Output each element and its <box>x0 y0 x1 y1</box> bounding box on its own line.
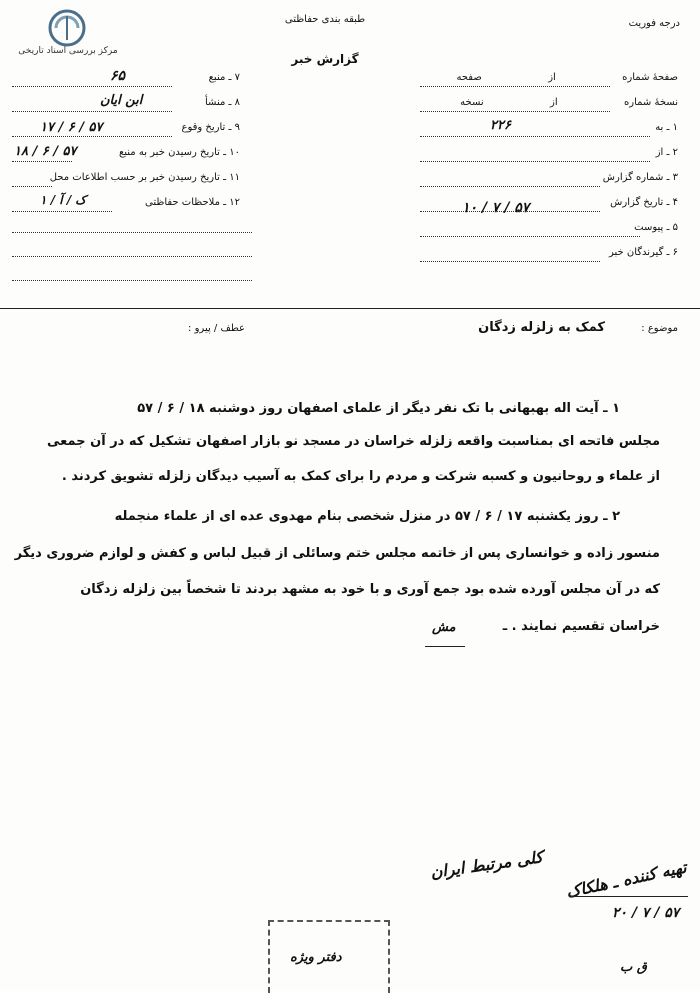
origin-value: ابن ایان <box>100 93 143 108</box>
origin-field: ۸ ـ منشأ <box>204 97 240 108</box>
subject-text: کمک به زلزله زدگان <box>478 320 605 335</box>
handwritten-note: کلی مرتبط ایران <box>429 847 544 882</box>
body-line: منسور زاده و خوانساری پس از خاتمه مجلس ختم وسائلی از قبیل لباس و کفش و لوازم ضروری دیگر <box>14 546 660 561</box>
subject-label: موضوع : <box>641 323 678 334</box>
source-received-date-value: ۱۸ / ۶ / ۵۷ <box>14 144 77 159</box>
recipients-field: ۶ ـ گیرندگان خبر <box>608 247 678 258</box>
source-field: ۷ ـ منبع <box>208 72 240 83</box>
report-date-value: ۱۰ / ۷ / ۵۷ <box>462 200 530 216</box>
report-number-field: ۳ ـ شماره گزارش <box>602 172 678 183</box>
security-notes-field: ۱۲ ـ ملاحظات حفاظتی <box>145 197 240 208</box>
copy-number-field: نسخهٔ شماره از نسخه <box>460 97 678 108</box>
occurrence-date-field: ۹ ـ تاریخ وقوع <box>181 122 240 133</box>
security-notes-value: ک / آ / ۱ <box>40 193 87 207</box>
body-line: خراسان تقسیم نمایند . ـ <box>502 619 660 634</box>
archive-logo-text: مرکز بررسی اسناد تاریخی <box>18 46 118 56</box>
body-line: مجلس فاتحه ای بمناسبت واقعه زلزله خراسان در مسجد نو بازار اصفهان تشکیل که در آن جمعی <box>47 434 660 449</box>
body-line: ۲ ـ روز یکشنبه ۱۷ / ۶ / ۵۷ در منزل شخصی بنام مهدوی عده ای از علماء منجمله <box>114 509 620 524</box>
initials: مش <box>432 620 456 635</box>
body-line: از علماء و روحانیون و کسبه شرکت و مردم را برای کمک به آسیب دیدگان زلزله تشویق کردند . <box>61 469 660 484</box>
page-number-field: صفحهٔ شماره از صفحه <box>456 72 678 83</box>
body-line: ۱ ـ آیت اله بهبهانی با تک نفر دیگر از علمای اصفهان روز دوشنبه ۱۸ / ۶ / ۵۷ <box>137 401 620 416</box>
file-reference-label: عطف / پیرو : <box>188 323 245 334</box>
initials-underline <box>425 646 465 647</box>
source-value: ۶۵ <box>110 68 126 84</box>
signature-date: ۲۰ / ۷ / ۵۷ <box>612 905 680 921</box>
office-stamp <box>268 920 390 993</box>
preparer-signature: تهیه کننده ـ هلکاک <box>564 857 689 902</box>
archive-logo-icon <box>42 8 92 48</box>
from-field: ۲ ـ از <box>655 147 678 158</box>
stamp-text: دفتر ویژه <box>290 950 342 965</box>
attachment-field: ۵ ـ پیوست <box>634 222 678 233</box>
local-received-date-field: ۱۱ ـ تاریخ رسیدن خبر بر حسب اطلاعات محل <box>49 172 240 183</box>
page-title: گزارش خبر <box>291 52 359 66</box>
archive-logo <box>12 8 122 60</box>
priority-label: درجه فوریت <box>628 18 680 29</box>
signature-initials: ق ب <box>620 960 647 975</box>
to-value: ۲۲۶ <box>490 118 511 133</box>
classification-label: طبقه بندی حفاظتی <box>284 14 366 25</box>
to-field: ۱ ـ به <box>655 122 678 133</box>
header-divider <box>0 308 700 309</box>
occurrence-date-value: ۱۷ / ۶ / ۵۷ <box>40 120 103 135</box>
source-received-date-field: ۱۰ ـ تاریخ رسیدن خبر به منبع <box>118 147 240 158</box>
body-line: که در آن مجلس آورده شده بود جمع آوری و با خود به مشهد بردند تا شخصاً بین زلزله زدگان <box>80 582 660 597</box>
signature-underline <box>570 896 688 897</box>
report-date-field: ۴ ـ تاریخ گزارش <box>610 197 678 208</box>
